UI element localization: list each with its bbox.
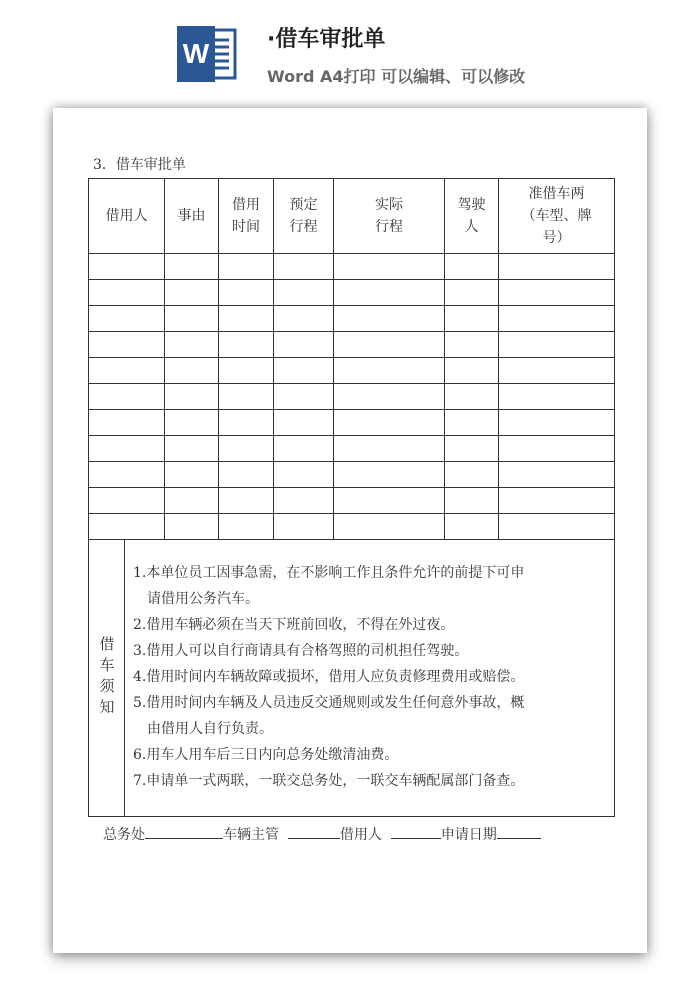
apply-date-label: 申请日期 [440,827,497,843]
table-cell[interactable] [89,436,165,462]
table-row [89,384,615,410]
table-row [89,436,615,462]
table-cell[interactable] [89,254,165,280]
table-cell[interactable] [219,306,274,332]
general-affairs-label: 总务处 [103,827,145,843]
notice-label-cell [89,540,125,817]
table-cell[interactable] [445,436,499,462]
table-cell[interactable] [219,462,274,488]
table-cell[interactable] [499,410,615,436]
table-cell[interactable] [219,410,274,436]
notice-content [125,540,615,817]
column-header: 借用人 [89,179,165,254]
table-cell[interactable] [445,514,499,540]
table-cell[interactable] [499,358,615,384]
table-cell[interactable] [334,384,445,410]
table-cell[interactable] [445,280,499,306]
table-row [89,514,615,540]
table-cell[interactable] [334,436,445,462]
table-cell[interactable] [445,410,499,436]
table-cell[interactable] [334,488,445,514]
header-row [89,179,615,254]
table-cell[interactable] [274,332,334,358]
document-page [53,108,647,953]
table-cell[interactable] [274,410,334,436]
table-cell[interactable] [219,384,274,410]
notice-item: 7.申请单一式两联，一联交总务处，一联交车辆配属部门备查。 [133,773,525,789]
table-cell[interactable] [219,358,274,384]
table-cell[interactable] [334,462,445,488]
column-header: 准借车两 （车型、牌 号） [499,179,615,254]
table-cell[interactable] [499,436,615,462]
table-cell[interactable] [165,514,219,540]
table-cell[interactable] [219,436,274,462]
apply-date-blank[interactable] [497,824,541,839]
table-cell[interactable] [89,358,165,384]
table-row [89,358,615,384]
table-cell[interactable] [219,280,274,306]
table-cell[interactable] [445,306,499,332]
column-header: 借用 时间 [219,179,274,254]
table-cell[interactable] [165,462,219,488]
table-cell[interactable] [219,488,274,514]
table-cell[interactable] [274,358,334,384]
borrower-label: 借用人 [339,827,382,843]
notice-item: 由借用人自行负责。 [147,721,273,737]
vehicle-supervisor-label: 车辆主管 [223,827,279,843]
table-row [89,280,615,306]
column-header: 预定 行程 [274,179,334,254]
notice-item: 5.借用时间内车辆及人员违反交通规则或发生任何意外事故，概 [133,695,525,711]
section-title: 3．借车审批单 [93,157,186,173]
table-cell[interactable] [499,332,615,358]
table-cell[interactable] [334,332,445,358]
table-cell[interactable] [499,514,615,540]
table-cell[interactable] [499,384,615,410]
table-cell[interactable] [445,462,499,488]
notice-item: 3.借用人可以自行商请具有合格驾照的司机担任驾驶。 [133,643,469,659]
table-cell[interactable] [274,514,334,540]
table-cell[interactable] [334,358,445,384]
word-icon [175,22,239,86]
table-cell[interactable] [165,488,219,514]
table-cell[interactable] [89,280,165,306]
table-cell[interactable] [445,358,499,384]
notice-label: 借车须知 [97,636,116,720]
table-cell[interactable] [165,306,219,332]
table-row [89,254,615,280]
table-cell[interactable] [499,280,615,306]
notice-row [89,540,615,817]
column-header: 事由 [165,179,219,254]
table-cell[interactable] [89,488,165,514]
notice-item: 4.借用时间内车辆故障或损坏，借用人应负责修理费用或赔偿。 [133,669,525,685]
table-cell[interactable] [499,462,615,488]
table-cell[interactable] [445,254,499,280]
table-cell[interactable] [499,488,615,514]
notice-item: 2.借用车辆必须在当天下班前回收，不得在外过夜。 [133,617,455,633]
table-cell[interactable] [274,306,334,332]
table-row [89,488,615,514]
column-header: 实际 行程 [334,179,445,254]
table-cell[interactable] [165,358,219,384]
notice-item: 1.本单位员工因事急需，在不影响工作且条件允许的前提下可申 [133,565,525,581]
document-subtitle: Word A4打印 可以编辑、可以修改 [267,67,526,86]
table-cell[interactable] [334,280,445,306]
notice-item: 请借用公务汽车。 [147,591,259,607]
table-cell[interactable] [334,514,445,540]
table-cell[interactable] [445,384,499,410]
vehicle-supervisor-blank[interactable] [288,824,340,839]
table-cell[interactable] [334,306,445,332]
general-affairs-blank[interactable] [145,824,223,839]
table-cell[interactable] [165,254,219,280]
table-cell[interactable] [165,436,219,462]
table-cell[interactable] [219,332,274,358]
table-cell[interactable] [274,462,334,488]
table-row [89,306,615,332]
table-cell[interactable] [165,280,219,306]
table-cell[interactable] [274,280,334,306]
table-cell[interactable] [499,254,615,280]
table-cell[interactable] [89,462,165,488]
table-cell[interactable] [219,254,274,280]
table-cell[interactable] [165,410,219,436]
borrower-blank[interactable] [391,824,441,839]
table-row [89,410,615,436]
signoff-line [103,824,541,844]
table-cell[interactable] [165,332,219,358]
table-cell[interactable] [274,488,334,514]
table-cell[interactable] [334,254,445,280]
table-cell[interactable] [445,332,499,358]
table-cell[interactable] [219,514,274,540]
notice-item: 6.用车人用车后三日内向总务处缴清油费。 [133,747,399,763]
table-cell[interactable] [274,384,334,410]
table-cell[interactable] [274,436,334,462]
column-header: 驾驶 人 [445,179,499,254]
table-cell[interactable] [89,332,165,358]
table-cell[interactable] [334,410,445,436]
table-cell[interactable] [274,254,334,280]
table-cell[interactable] [445,488,499,514]
table-cell[interactable] [89,514,165,540]
table-row [89,332,615,358]
table-row [89,462,615,488]
table-cell[interactable] [89,410,165,436]
table-cell[interactable] [89,306,165,332]
table-cell[interactable] [499,306,615,332]
table-cell[interactable] [165,384,219,410]
approval-form-table [88,178,615,817]
svg-text:W: W [182,38,210,69]
table-cell[interactable] [89,384,165,410]
document-title: ·借车审批单 [267,27,386,52]
